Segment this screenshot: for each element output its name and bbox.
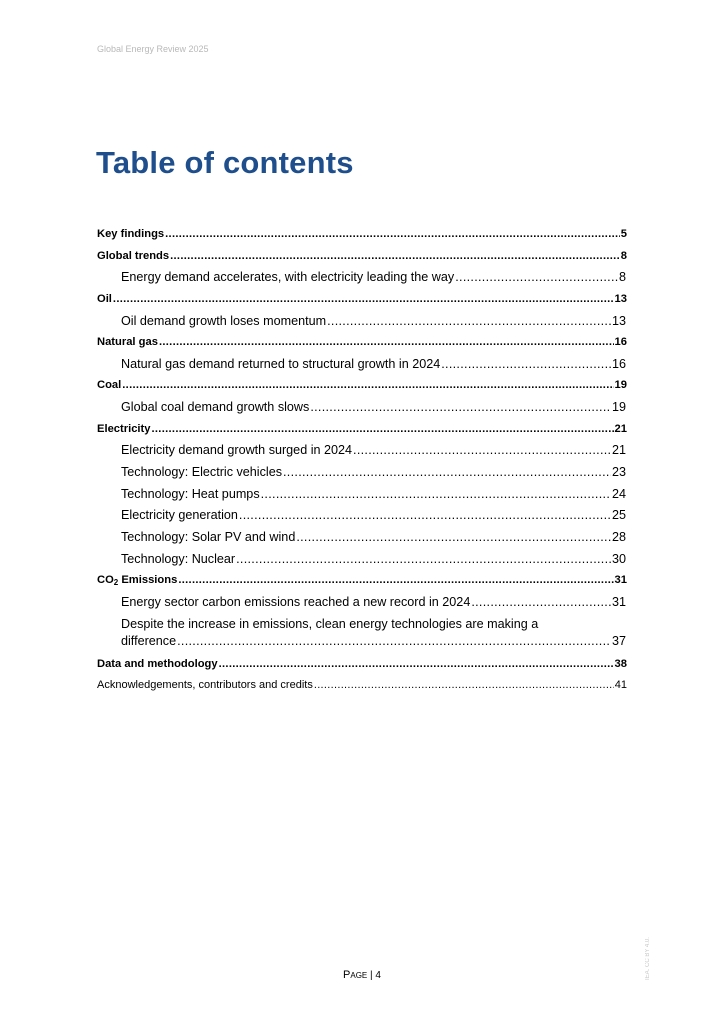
toc-entry-oil-demand-growth[interactable] bbox=[97, 311, 627, 333]
toc-entry-page: 30 bbox=[611, 551, 626, 566]
toc-entry-page: 21 bbox=[611, 443, 626, 458]
toc-entry-page: 41 bbox=[614, 679, 627, 692]
toc-leader-dots bbox=[441, 354, 611, 376]
toc-entry-page: 5 bbox=[620, 228, 627, 240]
toc-entry-page: 16 bbox=[611, 356, 626, 371]
toc-entry-label: Natural gas bbox=[97, 336, 158, 349]
toc-leader-dots bbox=[219, 654, 614, 676]
toc-entry-clean-energy-difference[interactable] bbox=[97, 614, 627, 654]
toc-leader-dots bbox=[113, 289, 614, 311]
toc-entry-label: Electricity bbox=[97, 422, 151, 435]
toc-leader-dots bbox=[310, 397, 611, 419]
toc-entry-page: 23 bbox=[611, 465, 626, 480]
toc-entry-label: Natural gas demand returned to structural growth in 2024 bbox=[121, 356, 441, 371]
toc-leader-dots bbox=[261, 484, 611, 506]
page-footer bbox=[0, 969, 724, 981]
toc-leader-dots bbox=[177, 632, 611, 650]
toc-entry-page: 16 bbox=[614, 336, 627, 349]
toc-entry-page: 21 bbox=[614, 422, 627, 435]
toc-leader-dots bbox=[239, 505, 611, 527]
toc-entry-label: Technology: Heat pumps bbox=[121, 486, 260, 501]
page-separator: | bbox=[367, 970, 376, 981]
toc-entry-page: 8 bbox=[620, 249, 627, 262]
toc-entry-data-and-methodology[interactable] bbox=[97, 654, 627, 676]
toc-entry-page: 19 bbox=[611, 400, 626, 415]
toc-entry-page: 28 bbox=[611, 529, 626, 544]
toc-entry-page: 8 bbox=[618, 270, 626, 285]
toc-entry-label: Global coal demand growth slows bbox=[121, 400, 310, 415]
toc-entry-global-trends[interactable] bbox=[97, 246, 627, 268]
toc-leader-dots bbox=[165, 224, 620, 246]
toc-entry-label: Energy sector carbon emissions reached a new record in 2024 bbox=[121, 594, 471, 609]
toc-entry-label: Technology: Electric vehicles bbox=[121, 465, 282, 480]
toc-entry-page: 31 bbox=[614, 574, 627, 587]
toc-leader-dots bbox=[314, 675, 614, 697]
toc-entry-label-line2: difference bbox=[121, 633, 177, 648]
toc-leader-dots bbox=[151, 419, 613, 441]
toc-entry-energy-demand-accelerates[interactable] bbox=[97, 267, 627, 289]
page-number: 4 bbox=[375, 970, 381, 981]
table-of-contents bbox=[97, 224, 627, 697]
toc-entry-label: Energy demand accelerates, with electricity leading the way bbox=[121, 270, 455, 285]
toc-entry-electricity-demand-growth[interactable] bbox=[97, 440, 627, 462]
toc-entry-label: Coal bbox=[97, 379, 122, 392]
toc-entry-page: 25 bbox=[611, 508, 626, 523]
toc-entry-electric-vehicles[interactable] bbox=[97, 462, 627, 484]
toc-entry-natural-gas-demand[interactable] bbox=[97, 354, 627, 376]
toc-entry-nuclear[interactable] bbox=[97, 549, 627, 571]
toc-leader-dots bbox=[327, 311, 611, 333]
toc-entry-label: Electricity demand growth surged in 2024 bbox=[121, 443, 353, 458]
toc-entry-page: 31 bbox=[611, 594, 626, 609]
toc-entry-oil[interactable] bbox=[97, 289, 627, 311]
page-title: Table of contents bbox=[96, 145, 354, 180]
toc-leader-dots bbox=[455, 267, 618, 289]
toc-entry-page: 37 bbox=[611, 633, 626, 648]
toc-leader-dots bbox=[170, 246, 620, 268]
toc-entry-label-line1: Despite the increase in emissions, clean energy technologies are making a bbox=[121, 616, 539, 631]
toc-entry-page: 38 bbox=[614, 657, 627, 670]
toc-leader-dots bbox=[159, 332, 614, 354]
toc-entry-electricity-generation[interactable] bbox=[97, 505, 627, 527]
toc-entry-label: Electricity generation bbox=[121, 508, 238, 523]
toc-entry-heat-pumps[interactable] bbox=[97, 484, 627, 506]
toc-leader-dots bbox=[122, 375, 613, 397]
toc-entry-key-findings[interactable] bbox=[97, 224, 627, 246]
toc-leader-dots bbox=[283, 462, 611, 484]
toc-leader-dots bbox=[353, 440, 611, 462]
toc-entry-coal[interactable] bbox=[97, 375, 627, 397]
toc-leader-dots bbox=[471, 592, 611, 614]
toc-entry-label: Acknowledgements, contributors and credits bbox=[97, 679, 313, 692]
toc-entry-carbon-emissions-record[interactable] bbox=[97, 592, 627, 614]
toc-entry-co2-emissions[interactable] bbox=[97, 570, 627, 592]
toc-entry-acknowledgements[interactable] bbox=[97, 675, 627, 697]
toc-entry-label: Global trends bbox=[97, 249, 170, 262]
toc-label-suffix: Emissions bbox=[118, 574, 178, 587]
toc-entry-page: 13 bbox=[611, 313, 626, 328]
toc-leader-dots bbox=[178, 570, 613, 592]
toc-label-subscript: 2 bbox=[113, 578, 119, 588]
toc-entry-solar-pv-and-wind[interactable] bbox=[97, 527, 627, 549]
toc-entry-label: Data and methodology bbox=[97, 657, 218, 670]
running-header: Global Energy Review 2025 bbox=[97, 44, 209, 54]
toc-entry-label: Key findings bbox=[97, 228, 165, 240]
toc-entry-page: 13 bbox=[614, 292, 627, 305]
toc-label-prefix: CO bbox=[97, 574, 114, 587]
toc-entry-page: 19 bbox=[614, 379, 627, 392]
toc-entry-label: Technology: Solar PV and wind bbox=[121, 529, 296, 544]
toc-leader-dots bbox=[236, 549, 611, 571]
license-notice: IEA. CC BY 4.0. bbox=[645, 937, 651, 980]
toc-entry-electricity[interactable] bbox=[97, 419, 627, 441]
toc-entry-natural-gas[interactable] bbox=[97, 332, 627, 354]
page-word: Page bbox=[343, 969, 368, 981]
toc-entry-global-coal-demand[interactable] bbox=[97, 397, 627, 419]
toc-entry-label: Oil demand growth loses momentum bbox=[121, 313, 327, 328]
toc-entry-page: 24 bbox=[611, 486, 626, 501]
toc-entry-label: Oil bbox=[97, 292, 112, 305]
toc-leader-dots bbox=[296, 527, 611, 549]
toc-entry-label bbox=[97, 570, 177, 594]
toc-entry-label: Technology: Nuclear bbox=[121, 551, 236, 566]
